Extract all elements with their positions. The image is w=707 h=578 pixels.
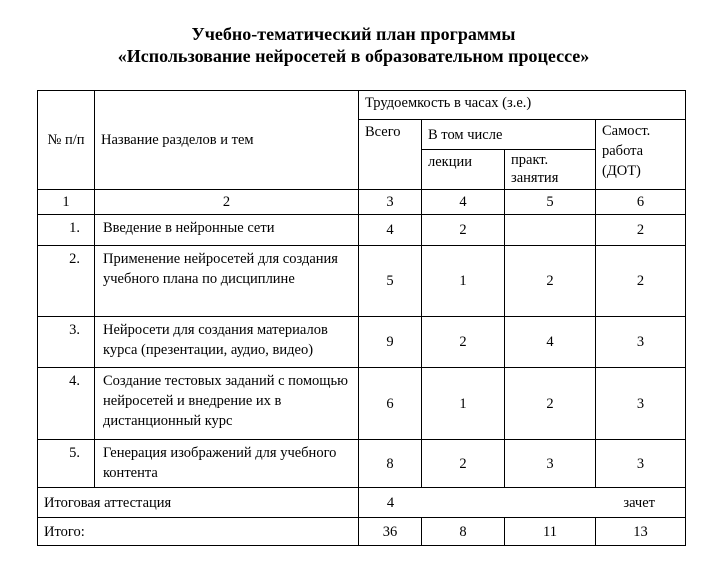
row-self-work: 3 — [596, 440, 686, 488]
curriculum-table — [37, 90, 686, 546]
header-practice: практ. занятия — [505, 150, 596, 190]
header-name: Название разделов и тем — [95, 91, 359, 190]
row-lectures: 1 — [422, 246, 505, 317]
summary-practice: 11 — [505, 518, 596, 546]
row-lectures: 2 — [422, 317, 505, 368]
row-total: 6 — [359, 368, 422, 440]
column-number-row — [38, 190, 686, 215]
row-total: 9 — [359, 317, 422, 368]
summary-total: 36 — [359, 518, 422, 546]
row-practice: 3 — [505, 440, 596, 488]
header-self-work: Самост. работа (ДОТ) — [596, 120, 686, 190]
attestation-label: Итоговая аттестация — [38, 488, 359, 518]
table-row — [38, 368, 686, 440]
row-practice: 4 — [505, 317, 596, 368]
document-title-line-1: Учебно-тематический план программы — [191, 24, 516, 44]
document-title-line-2: «Использование нейросетей в образовательном процессе» — [117, 46, 590, 66]
row-name: Нейросети для создания материалов курса (презентации, аудио, видео) — [95, 317, 359, 368]
row-name: Применение нейросетей для создания учебного плана по дисциплине — [95, 246, 359, 317]
col-number: 1 — [38, 190, 95, 215]
row-lectures: 2 — [422, 440, 505, 488]
row-lectures: 1 — [422, 368, 505, 440]
summary-label: Итого: — [38, 518, 359, 546]
row-num: 2. — [38, 246, 95, 317]
row-num: 1. — [38, 215, 95, 246]
row-self-work: 3 — [596, 317, 686, 368]
row-total: 4 — [359, 215, 422, 246]
table-row — [38, 215, 686, 246]
row-practice — [505, 215, 596, 246]
header-row-1 — [38, 91, 686, 120]
table-row — [38, 440, 686, 488]
row-name: Создание тестовых заданий с помощью нейросетей и внедрение их в дистанционный курс — [95, 368, 359, 440]
row-num: 4. — [38, 368, 95, 440]
header-num: № п/п — [38, 91, 95, 190]
col-number: 6 — [596, 190, 686, 215]
table-row — [38, 246, 686, 317]
row-self-work: 2 — [596, 246, 686, 317]
row-self-work: 3 — [596, 368, 686, 440]
row-num: 3. — [38, 317, 95, 368]
col-number: 3 — [359, 190, 422, 215]
header-total: Всего — [359, 120, 422, 190]
attestation-form: зачет — [623, 494, 655, 511]
row-name: Введение в нейронные сети — [95, 215, 359, 246]
row-name: Генерация изображений для учебного контента — [95, 440, 359, 488]
header-including: В том числе — [422, 120, 596, 150]
col-number: 5 — [505, 190, 596, 215]
row-total: 8 — [359, 440, 422, 488]
col-number: 2 — [95, 190, 359, 215]
col-number: 4 — [422, 190, 505, 215]
row-lectures: 2 — [422, 215, 505, 246]
row-total: 5 — [359, 246, 422, 317]
header-hours: Трудоемкость в часах (з.е.) — [359, 91, 686, 120]
row-num: 5. — [38, 440, 95, 488]
summary-lectures: 8 — [422, 518, 505, 546]
header-lectures: лекции — [422, 150, 505, 190]
table-row — [38, 317, 686, 368]
attestation-row — [38, 488, 686, 518]
summary-self-work: 13 — [596, 518, 686, 546]
row-practice: 2 — [505, 246, 596, 317]
row-self-work: 2 — [596, 215, 686, 246]
attestation-total: 4 — [386, 494, 395, 511]
row-practice: 2 — [505, 368, 596, 440]
summary-row — [38, 518, 686, 546]
attestation-values — [359, 488, 686, 518]
